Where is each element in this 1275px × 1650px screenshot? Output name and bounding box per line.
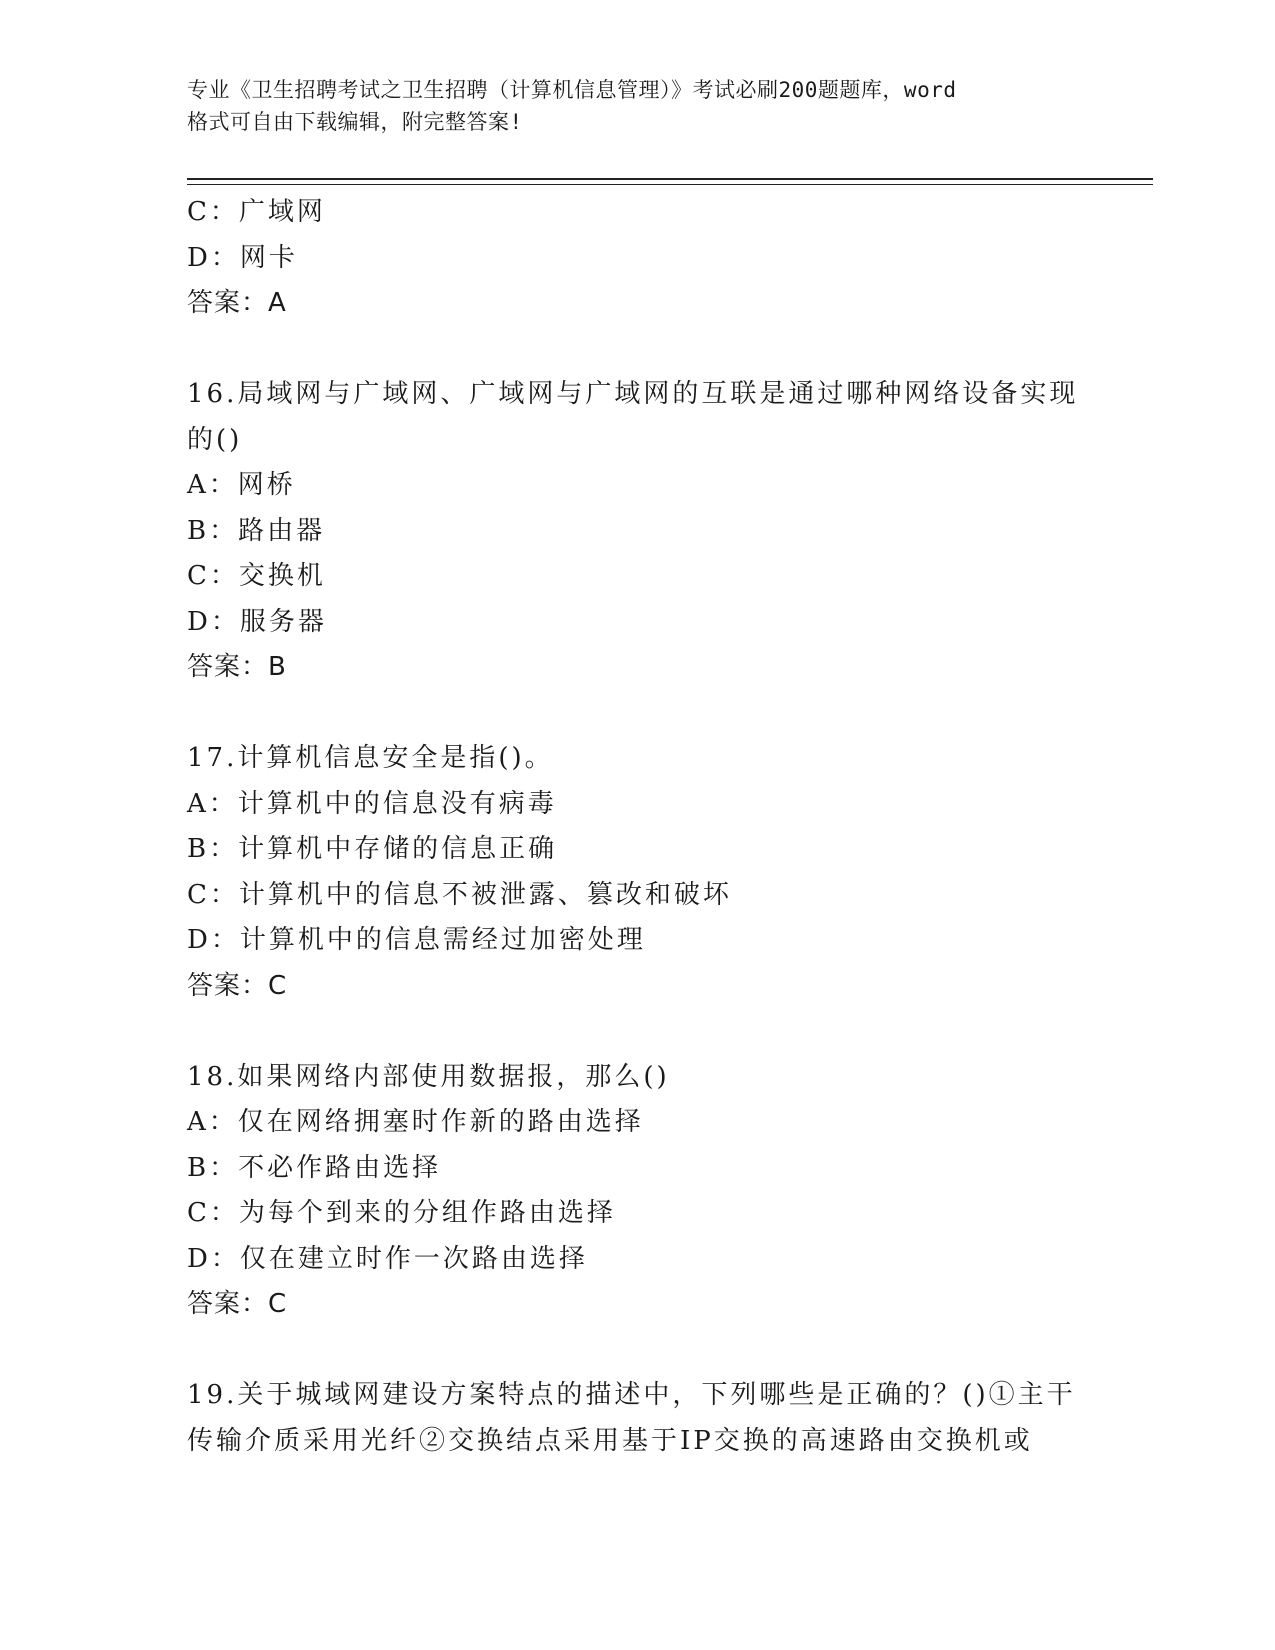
option-c: C：计算机中的信息不被泄露、篡改和破坏: [187, 879, 732, 910]
question-19-stem-cont: 传输介质采用光纤②交换结点采用基于IP交换的高速路由交换机或: [187, 1425, 1033, 1456]
option-d: D：服务器: [187, 606, 327, 637]
option-b: B：计算机中存储的信息正确: [187, 834, 558, 864]
question-16-stem: 16.局域网与广域网、广域网与广域网的互联是通过哪种网络设备实现: [187, 379, 1079, 409]
document-header: [187, 74, 1087, 138]
question-19-stem: 19.关于城域网建设方案特点的描述中，下列哪些是正确的？()①主干: [187, 1380, 1076, 1410]
answer-line: 答案：A: [187, 288, 287, 318]
option-d: D：计算机中的信息需经过加密处理: [187, 925, 646, 955]
option-a: A：计算机中的信息没有病毒: [187, 788, 557, 819]
answer-line: 答案：C: [187, 970, 288, 1001]
spacer: [187, 1328, 1087, 1374]
option-c: C：广域网: [187, 197, 326, 227]
option-b: B：不必作路由选择: [187, 1152, 442, 1183]
option-c: C：交换机: [187, 561, 326, 591]
spacer: [187, 1009, 1087, 1055]
question-list: [187, 190, 1087, 1464]
option-a: A：网桥: [187, 470, 296, 500]
spacer: [187, 327, 1087, 373]
question-18-stem: 18.如果网络内部使用数据报，那么(): [187, 1061, 670, 1092]
header-divider-thin: [187, 184, 1153, 185]
header-divider-thick: [187, 178, 1153, 180]
answer-line: 答案：C: [187, 1289, 288, 1319]
question-16-stem-cont: 的(): [187, 424, 243, 455]
header-line-1: 专业《卫生招聘考试之卫生招聘（计算机信息管理）》考试必刷200题题库，word: [187, 78, 957, 102]
question-17-stem: 17.计算机信息安全是指()。: [187, 743, 554, 773]
option-d: D：网卡: [187, 242, 298, 273]
option-b: B：路由器: [187, 515, 326, 546]
option-a: A：仅在网络拥塞时作新的路由选择: [187, 1107, 644, 1137]
header-line-2: 格式可自由下载编辑，附完整答案!: [187, 110, 523, 134]
option-d: D：仅在建立时作一次路由选择: [187, 1243, 588, 1274]
answer-line: 答案：B: [187, 652, 287, 682]
option-c: C：为每个到来的分组作路由选择: [187, 1198, 616, 1228]
spacer: [187, 691, 1087, 737]
